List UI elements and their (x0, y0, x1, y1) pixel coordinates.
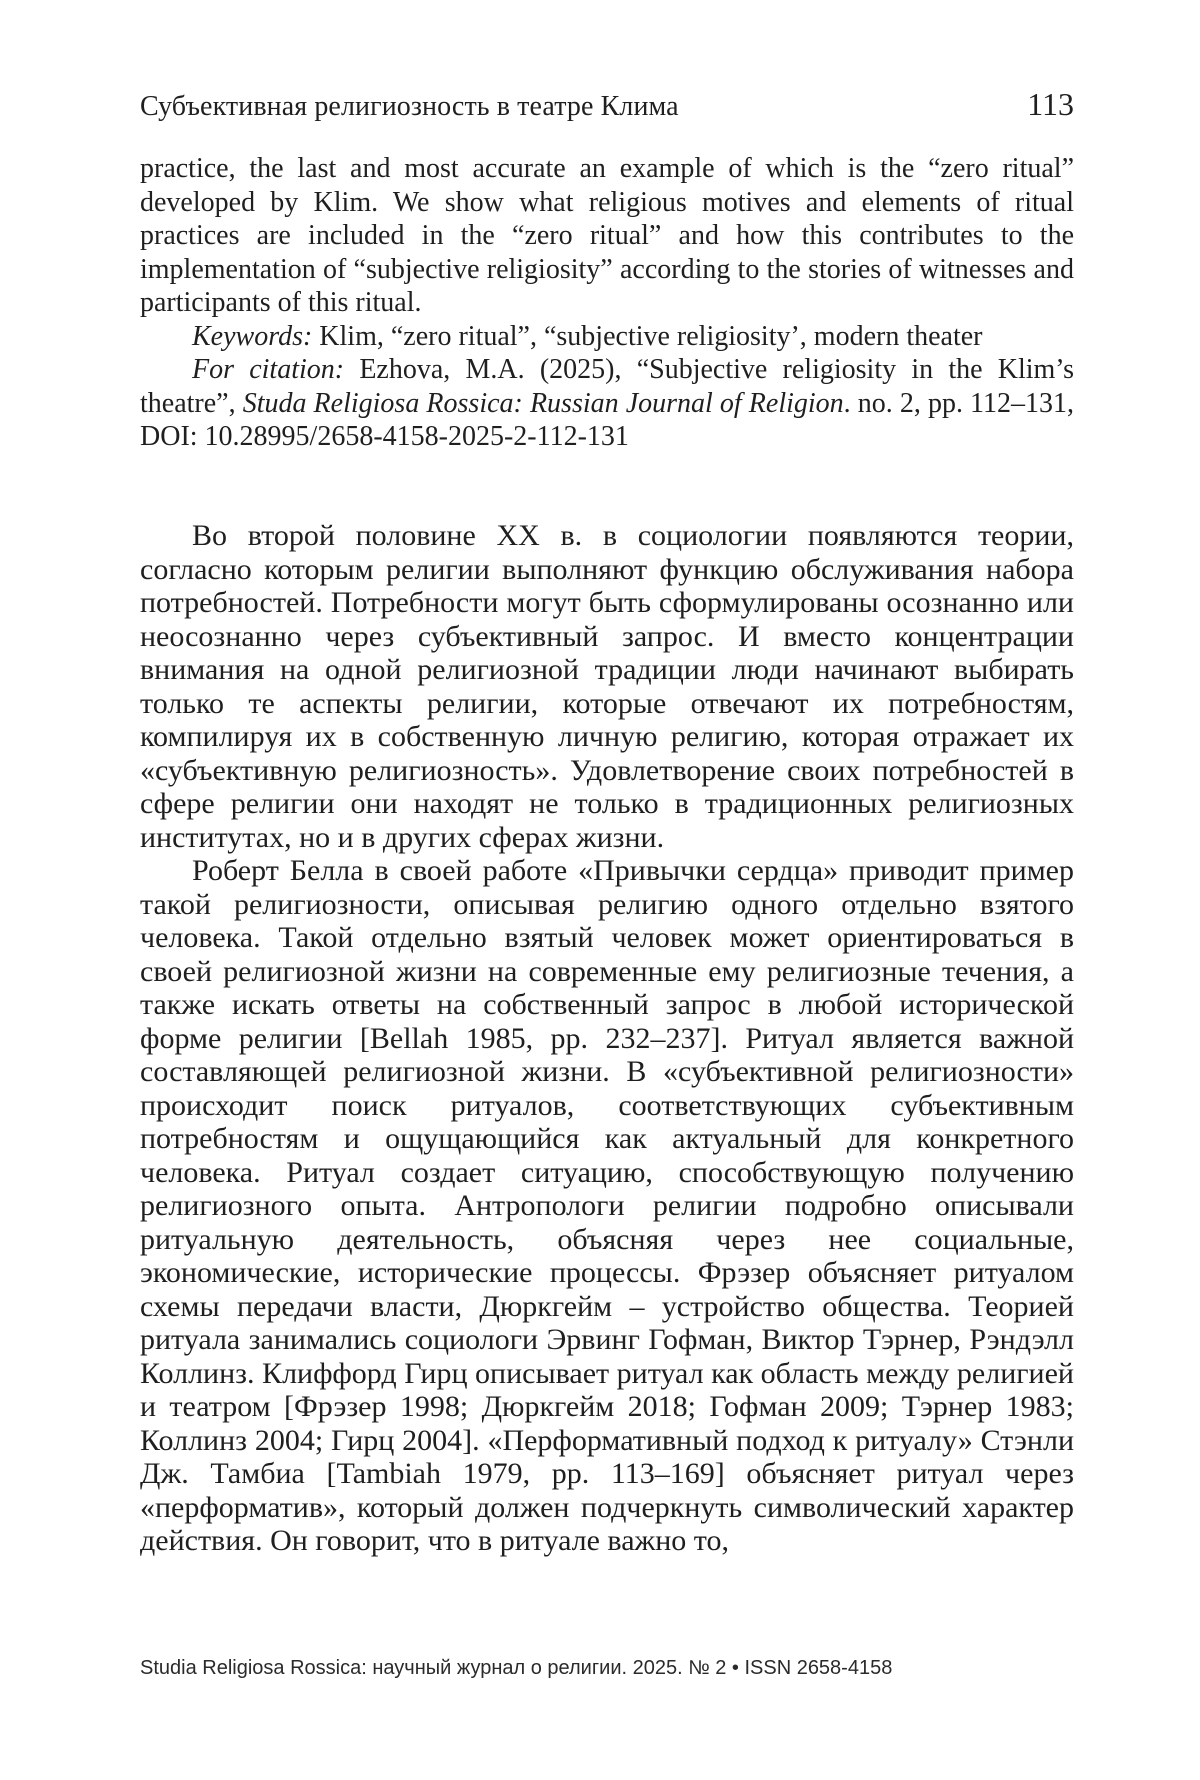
citation-text-start: Ezhova, M.A. (2025), “Subjective religiosity in the Klim’s theatre”, (140, 354, 1074, 419)
page-number: 113 (1027, 86, 1074, 122)
body-paragraph-1: Во второй половине XX в. в социологии появляются теории, согласно которым религии выполняют функцию обслуживания набора потребностей. Потребности могут быть сформулированы осознанно или неосознанно через субъективный запрос. И вместо концентрации внимания на одной религиозной традиции люди начинают выбирать только те аспекты религии, которые отвечают их потребностям, компилируя их в собственную личную религию, которая отражает их «субъективную религиозность». Удовлетворение своих потребностей в сфере религии они находят не только в традиционных религиозных институтах, но и в других сферах жизни. (140, 519, 1074, 854)
page-header (140, 86, 1074, 123)
citation-label: For citation: (192, 354, 345, 385)
running-title: Субъективная религиозность в театре Клима (140, 91, 679, 122)
keywords-text: Klim, “zero ritual”, “subjective religiosity’, modern theater (312, 320, 983, 352)
keywords-label: Keywords: (192, 320, 313, 352)
body-paragraph-2: Роберт Белла в своей работе «Привычки сердца» приводит пример такой религиозности, описывая религию одного отдельно взятого человека. Такой отдельно взятый человек может ориентироваться в своей религиозной жизни на современные ему религиозные течения, а также искать ответы на собственный запрос в любой исторической форме религии [Bellah 1985, pp. 232–237]. Ритуал является важной составляющей религиозной жизни. В «субъективной религиозности» происходит поиск ритуалов, соответствующих субъективным потребностям и ощущающийся как актуальный для конкретного человека. Ритуал создает ситуацию, способствующую получению религиозного опыта. Антропологи религии подробно описывали ритуальную деятельность, объясняя через нее социальные, экономические, исторические процессы. Фрэзер объясняет ритуалом схемы передачи власти, Дюркгейм – устройство общества. Теорией ритуала занимались социологи Эрвинг Гофман, Виктор Тэрнер, Рэндэлл Коллинз. Клиффорд Гирц описывает ритуал как область между религией и театром [Фрэзер 1998; Дюркгейм 2018; Гофман 2009; Тэрнер 1983; Коллинз 2004; Гирц 2004]. «Перформативный подход к ритуалу» Стэнли Дж. Тамбиа [Tambiah 1979, pp. 113–169] объясняет ритуал через «перформатив», который должен подчеркнуть символический характер действия. Он говорит, что в ритуале важно то, (140, 854, 1074, 1557)
abstract-block (140, 152, 1074, 454)
keywords-line (140, 320, 1074, 354)
abstract-continuation: practice, the last and most accurate an example of which is the “zero ritual” developed by Klim. We show what religious motives and elements of ritual practices are included in the “zero ritual” and how this contributes to the implementation of “subjective religiosity” according to the stories of witnesses and participants of this ritual. (140, 153, 1074, 318)
article-body (140, 519, 1074, 1558)
page-footer: Studia Religiosa Rossica: научный журнал о религии. 2025. № 2 • ISSN 2658-4158 (140, 1657, 893, 1679)
citation-journal-title: Studa Religiosa Rossica: Russian Journal of Religion (242, 387, 844, 419)
citation-text-end: . no. 2, pp. 112–131, DOI: 10.28995/2658-4158-2025-2-112-131 (140, 387, 1074, 452)
citation-line (140, 353, 1074, 454)
